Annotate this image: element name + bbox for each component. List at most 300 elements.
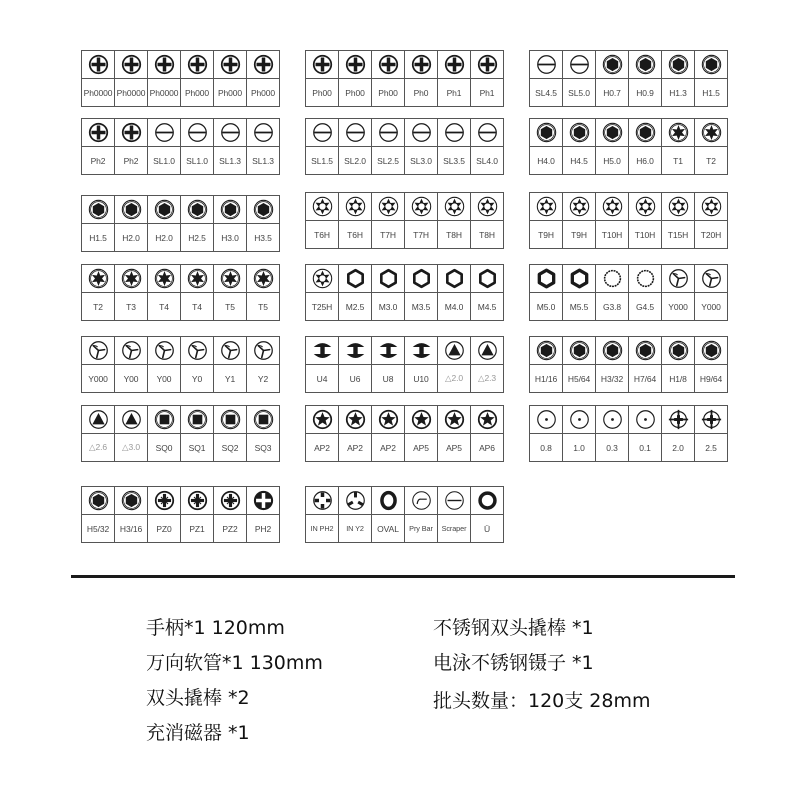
bit-label: T5 bbox=[225, 301, 235, 312]
u-shape-icon bbox=[372, 337, 404, 365]
bit-label: 0.3 bbox=[606, 442, 618, 453]
bit-cell bbox=[213, 487, 246, 542]
bit-label: Y000 bbox=[668, 301, 688, 312]
hex-icon bbox=[629, 51, 661, 79]
bit-label: SL4.0 bbox=[476, 155, 498, 166]
hex-icon bbox=[530, 119, 562, 147]
tri-wing-icon bbox=[695, 265, 727, 293]
slotted-icon bbox=[247, 119, 279, 147]
torx-hole-icon bbox=[662, 193, 694, 221]
triangle-icon bbox=[82, 406, 114, 434]
tri-wing-icon bbox=[214, 337, 246, 365]
bit-label: PZ0 bbox=[156, 523, 172, 534]
torx-hole-icon bbox=[438, 193, 470, 221]
bit-label: H3/16 bbox=[119, 523, 143, 534]
bit-label: SL3.5 bbox=[443, 155, 465, 166]
bit-cell bbox=[338, 337, 371, 392]
slotted-icon bbox=[471, 119, 503, 147]
bit-cell bbox=[82, 119, 114, 174]
bit-label: H5/64 bbox=[567, 373, 591, 384]
bit-cell bbox=[470, 265, 503, 320]
bit-cell bbox=[371, 119, 404, 174]
hex-icon bbox=[563, 337, 595, 365]
bit-label: Ph000 bbox=[250, 87, 276, 98]
hex-icon bbox=[82, 196, 114, 224]
bit-cell bbox=[180, 337, 213, 392]
bit-label: G4.5 bbox=[635, 301, 655, 312]
bit-label: △3.0 bbox=[122, 442, 140, 452]
bit-label: SL4.5 bbox=[535, 87, 557, 98]
star-icon bbox=[405, 406, 437, 434]
dot-icon bbox=[530, 406, 562, 434]
bit-label: T8H bbox=[479, 229, 495, 240]
bit-cell bbox=[246, 337, 279, 392]
bit-label: Ph0000 bbox=[149, 87, 179, 98]
hex-icon bbox=[596, 119, 628, 147]
bit-cell bbox=[437, 265, 470, 320]
triangle-icon bbox=[438, 337, 470, 365]
bit-cell bbox=[82, 196, 114, 251]
pozidriv-icon bbox=[181, 487, 213, 515]
in-y-icon bbox=[339, 487, 371, 515]
bit-cell bbox=[147, 337, 180, 392]
specs-right-column bbox=[433, 611, 651, 719]
phillips-icon bbox=[372, 51, 404, 79]
bit-label: PH2 bbox=[254, 523, 272, 534]
star-icon bbox=[471, 406, 503, 434]
bit-group bbox=[305, 264, 504, 321]
hex-icon bbox=[695, 51, 727, 79]
bit-cell bbox=[562, 337, 595, 392]
star-icon bbox=[306, 406, 338, 434]
bit-label: T4 bbox=[192, 301, 202, 312]
bit-label: Ph2 bbox=[123, 155, 139, 166]
section-divider bbox=[71, 575, 735, 578]
bit-cell bbox=[404, 193, 437, 248]
hex-icon bbox=[214, 196, 246, 224]
triangle-icon bbox=[471, 337, 503, 365]
bit-cell bbox=[338, 487, 371, 542]
hex-socket-icon bbox=[438, 265, 470, 293]
slotted-icon bbox=[530, 51, 562, 79]
bit-label: Y000 bbox=[701, 301, 721, 312]
bit-cell bbox=[595, 193, 628, 248]
bit-cell bbox=[114, 406, 147, 461]
torx-hole-icon bbox=[306, 265, 338, 293]
torx-hole-icon bbox=[372, 193, 404, 221]
hex-socket-icon bbox=[339, 265, 371, 293]
bit-label: Y000 bbox=[88, 373, 108, 384]
phillips-icon bbox=[115, 51, 147, 79]
bit-label: AP5 bbox=[413, 442, 429, 453]
bit-cell bbox=[470, 119, 503, 174]
in-ph-icon bbox=[306, 487, 338, 515]
bit-cell bbox=[404, 265, 437, 320]
bit-label: T8H bbox=[446, 229, 462, 240]
bit-cell bbox=[661, 193, 694, 248]
square-icon bbox=[148, 406, 180, 434]
bit-cell bbox=[694, 265, 727, 320]
u-shape-icon bbox=[405, 337, 437, 365]
bit-label: M4.0 bbox=[444, 301, 464, 312]
bit-label: Ph00 bbox=[378, 87, 398, 98]
bit-cell bbox=[306, 337, 338, 392]
bit-group bbox=[305, 118, 504, 175]
bit-cell bbox=[470, 337, 503, 392]
slotted-icon bbox=[214, 119, 246, 147]
bit-cell bbox=[82, 51, 114, 106]
bit-cell bbox=[147, 487, 180, 542]
bit-label: M5.5 bbox=[569, 301, 589, 312]
torx-hole-icon bbox=[629, 193, 661, 221]
tri-wing-icon bbox=[662, 265, 694, 293]
bit-label: H0.7 bbox=[603, 87, 621, 98]
bit-label: H5.0 bbox=[603, 155, 621, 166]
bit-cell bbox=[562, 51, 595, 106]
triangle-icon bbox=[115, 406, 147, 434]
bit-group bbox=[529, 336, 728, 393]
bit-label: T7H bbox=[380, 229, 396, 240]
bit-cell bbox=[595, 337, 628, 392]
bit-label: U8 bbox=[382, 373, 394, 384]
bit-cell bbox=[562, 193, 595, 248]
bit-label: Y00 bbox=[156, 373, 172, 384]
bit-cell bbox=[628, 337, 661, 392]
bit-cell bbox=[82, 406, 114, 461]
hex-icon bbox=[596, 337, 628, 365]
bit-cell bbox=[530, 265, 562, 320]
bit-cell bbox=[338, 193, 371, 248]
u-shape-icon bbox=[306, 337, 338, 365]
bit-group bbox=[81, 336, 280, 393]
bit-label: OVAL bbox=[377, 523, 399, 534]
dot-icon bbox=[596, 406, 628, 434]
torx-hole-icon bbox=[695, 193, 727, 221]
oval-icon bbox=[372, 487, 404, 515]
bit-cell bbox=[694, 193, 727, 248]
bit-cell bbox=[371, 265, 404, 320]
bit-cell bbox=[470, 51, 503, 106]
bit-label: T10H bbox=[634, 229, 656, 240]
bit-label: IN Y2 bbox=[346, 524, 364, 533]
pry-bar-icon bbox=[405, 487, 437, 515]
bit-cell bbox=[114, 51, 147, 106]
bit-cell bbox=[437, 337, 470, 392]
hex-socket-icon bbox=[372, 265, 404, 293]
bit-label: U6 bbox=[349, 373, 361, 384]
bit-cell bbox=[306, 119, 338, 174]
torx-hole-icon bbox=[405, 193, 437, 221]
bit-cell bbox=[530, 406, 562, 461]
bit-cell bbox=[114, 196, 147, 251]
star-icon bbox=[438, 406, 470, 434]
bit-group bbox=[81, 264, 280, 321]
bit-label: △2.0 bbox=[445, 373, 463, 383]
bit-cell bbox=[246, 406, 279, 461]
bit-cell bbox=[562, 119, 595, 174]
hex-socket-bold-icon bbox=[530, 265, 562, 293]
bit-group bbox=[305, 336, 504, 393]
bit-cell bbox=[661, 51, 694, 106]
torx-icon bbox=[148, 265, 180, 293]
bit-label: T2 bbox=[706, 155, 716, 166]
torx-icon bbox=[115, 265, 147, 293]
phillips-icon bbox=[181, 51, 213, 79]
bit-label: Y1 bbox=[224, 373, 236, 384]
bit-label: H3/32 bbox=[600, 373, 624, 384]
hex-icon bbox=[530, 337, 562, 365]
torx-hole-icon bbox=[339, 193, 371, 221]
ph-solid-icon bbox=[247, 487, 279, 515]
bit-cell bbox=[147, 406, 180, 461]
bit-label: H7/64 bbox=[633, 373, 657, 384]
phillips-icon bbox=[306, 51, 338, 79]
hex-icon bbox=[629, 119, 661, 147]
torx-icon bbox=[214, 265, 246, 293]
slotted-icon bbox=[563, 51, 595, 79]
bit-cell bbox=[404, 487, 437, 542]
bit-cell bbox=[180, 51, 213, 106]
bit-group bbox=[529, 192, 728, 249]
bit-label: Ph1 bbox=[446, 87, 462, 98]
bit-cell bbox=[437, 119, 470, 174]
slotted-icon bbox=[372, 119, 404, 147]
hex-icon bbox=[662, 51, 694, 79]
bit-label: Ph0000 bbox=[83, 87, 113, 98]
bit-cell bbox=[180, 265, 213, 320]
square-icon bbox=[247, 406, 279, 434]
bit-group bbox=[81, 50, 280, 107]
bit-label: H1.5 bbox=[89, 232, 107, 243]
tri-wing-icon bbox=[247, 337, 279, 365]
bit-cell bbox=[404, 337, 437, 392]
dot-icon bbox=[563, 406, 595, 434]
spec-steel-pry-bar: 不锈钢双头撬棒 *1 bbox=[433, 617, 594, 639]
slotted-icon bbox=[405, 119, 437, 147]
slotted-icon bbox=[181, 119, 213, 147]
torx-hole-icon bbox=[530, 193, 562, 221]
spec-double-pry-bar: 双头撬棒 *2 bbox=[146, 687, 250, 709]
bit-cell bbox=[661, 337, 694, 392]
bit-label: SQ3 bbox=[254, 442, 272, 453]
bit-cell bbox=[306, 487, 338, 542]
torx-hole-icon bbox=[306, 193, 338, 221]
bit-group bbox=[81, 486, 280, 543]
bit-group bbox=[529, 264, 728, 321]
bit-label: T9H bbox=[538, 229, 554, 240]
bit-cell bbox=[595, 51, 628, 106]
bit-cell bbox=[404, 51, 437, 106]
bit-label: Ph00 bbox=[345, 87, 365, 98]
bit-cell bbox=[180, 406, 213, 461]
hex-socket-bold-icon bbox=[563, 265, 595, 293]
bit-cell bbox=[246, 265, 279, 320]
bit-label: H3.5 bbox=[254, 232, 272, 243]
bit-label: T3 bbox=[126, 301, 136, 312]
phillips-icon bbox=[339, 51, 371, 79]
torx-hole-icon bbox=[563, 193, 595, 221]
bit-label: Y2 bbox=[257, 373, 269, 384]
bit-cell bbox=[82, 487, 114, 542]
bit-cell bbox=[628, 406, 661, 461]
bit-label: Ph0 bbox=[413, 87, 429, 98]
spec-handle: 手柄*1 120mm bbox=[146, 617, 285, 639]
bit-label: △2.3 bbox=[478, 373, 496, 383]
bit-label: H2.0 bbox=[122, 232, 140, 243]
bit-cell bbox=[306, 193, 338, 248]
bit-group bbox=[529, 50, 728, 107]
hex-icon bbox=[596, 51, 628, 79]
bit-label: Ph0000 bbox=[116, 87, 146, 98]
bit-label: AP5 bbox=[446, 442, 462, 453]
torx-hole-icon bbox=[596, 193, 628, 221]
bit-label: H1.3 bbox=[669, 87, 687, 98]
tri-wing-icon bbox=[82, 337, 114, 365]
tri-wing-icon bbox=[148, 337, 180, 365]
bit-cell bbox=[437, 406, 470, 461]
bit-cell bbox=[246, 196, 279, 251]
bit-label: Ph1 bbox=[479, 87, 495, 98]
bit-label: Ü bbox=[483, 523, 491, 534]
bit-label: T4 bbox=[159, 301, 169, 312]
phillips-icon bbox=[148, 51, 180, 79]
square-icon bbox=[214, 406, 246, 434]
bit-cell bbox=[306, 406, 338, 461]
bit-label: H4.0 bbox=[537, 155, 555, 166]
bit-label: Y00 bbox=[123, 373, 139, 384]
slotted-icon bbox=[148, 119, 180, 147]
bit-cell bbox=[306, 265, 338, 320]
bit-label: SL1.3 bbox=[219, 155, 241, 166]
bit-cell bbox=[530, 51, 562, 106]
bit-label: SL5.0 bbox=[568, 87, 590, 98]
bit-label: SL1.0 bbox=[153, 155, 175, 166]
bit-label: AP6 bbox=[479, 442, 495, 453]
bit-cell bbox=[404, 119, 437, 174]
bit-cell bbox=[628, 51, 661, 106]
bit-group bbox=[81, 195, 280, 252]
phillips-icon bbox=[82, 119, 114, 147]
bit-label: H2.0 bbox=[155, 232, 173, 243]
bit-cell bbox=[306, 51, 338, 106]
bit-label: T6H bbox=[347, 229, 363, 240]
bit-cell bbox=[338, 51, 371, 106]
bit-cell bbox=[628, 119, 661, 174]
bit-cell bbox=[437, 193, 470, 248]
bit-label: H2.5 bbox=[188, 232, 206, 243]
hex-icon bbox=[662, 337, 694, 365]
bit-label: △2.6 bbox=[89, 442, 107, 452]
bit-cell bbox=[114, 487, 147, 542]
phillips-icon bbox=[438, 51, 470, 79]
bit-cell bbox=[246, 51, 279, 106]
magnet-ring-icon bbox=[471, 487, 503, 515]
bit-cell bbox=[246, 119, 279, 174]
bit-cell bbox=[628, 265, 661, 320]
bit-label: Scraper bbox=[441, 524, 467, 533]
hex-icon bbox=[148, 196, 180, 224]
spec-bit-count: 批头数量：120支 28mm bbox=[433, 690, 651, 712]
hex-icon bbox=[181, 196, 213, 224]
torx-icon bbox=[181, 265, 213, 293]
bit-cell bbox=[180, 119, 213, 174]
bit-cell bbox=[595, 265, 628, 320]
bit-cell bbox=[371, 193, 404, 248]
pozidriv-icon bbox=[148, 487, 180, 515]
torx-icon bbox=[247, 265, 279, 293]
bit-cell bbox=[404, 406, 437, 461]
star-icon bbox=[339, 406, 371, 434]
bit-label: M3.0 bbox=[378, 301, 398, 312]
bit-label: PZ1 bbox=[189, 523, 205, 534]
bit-label: 0.1 bbox=[639, 442, 651, 453]
bit-label: PZ2 bbox=[222, 523, 238, 534]
star-icon bbox=[372, 406, 404, 434]
bit-cell bbox=[530, 193, 562, 248]
bit-cell bbox=[694, 406, 727, 461]
bit-label: SL1.3 bbox=[252, 155, 274, 166]
bit-group bbox=[81, 118, 280, 175]
bit-label: Ph000 bbox=[217, 87, 243, 98]
bit-label: T20H bbox=[700, 229, 722, 240]
tri-wing-icon bbox=[115, 337, 147, 365]
bit-label: T15H bbox=[667, 229, 689, 240]
bit-label: T5 bbox=[258, 301, 268, 312]
hex-icon bbox=[115, 487, 147, 515]
bit-label: T6H bbox=[314, 229, 330, 240]
slotted-icon bbox=[339, 119, 371, 147]
bit-cell bbox=[628, 193, 661, 248]
bit-cell bbox=[470, 406, 503, 461]
hex-icon bbox=[247, 196, 279, 224]
bit-label: H0.9 bbox=[636, 87, 654, 98]
bit-cell bbox=[213, 337, 246, 392]
bit-label: T10H bbox=[601, 229, 623, 240]
bit-label: T9H bbox=[571, 229, 587, 240]
bit-label: H3.0 bbox=[221, 232, 239, 243]
torx-icon bbox=[82, 265, 114, 293]
bit-cell bbox=[371, 406, 404, 461]
hex-icon bbox=[563, 119, 595, 147]
bit-cell bbox=[147, 196, 180, 251]
bit-cell bbox=[114, 119, 147, 174]
tri-wing-icon bbox=[181, 337, 213, 365]
bit-label: SL1.5 bbox=[311, 155, 333, 166]
bit-label: AP2 bbox=[380, 442, 396, 453]
spec-tweezers: 电泳不锈钢镊子 *1 bbox=[433, 652, 594, 674]
bit-label: SL2.0 bbox=[344, 155, 366, 166]
bit-label: H1/16 bbox=[534, 373, 558, 384]
bit-cell bbox=[213, 265, 246, 320]
bit-label: Pry Bar bbox=[409, 524, 433, 533]
bit-cell bbox=[180, 487, 213, 542]
hex-socket-icon bbox=[471, 265, 503, 293]
bit-cell bbox=[661, 406, 694, 461]
bit-cell bbox=[530, 337, 562, 392]
bit-cell bbox=[213, 51, 246, 106]
bit-cell bbox=[147, 51, 180, 106]
bit-label: G3.8 bbox=[602, 301, 622, 312]
bit-cell bbox=[246, 487, 279, 542]
bit-cell bbox=[147, 265, 180, 320]
phillips-icon bbox=[82, 51, 114, 79]
slotted-icon bbox=[438, 119, 470, 147]
hex-icon bbox=[695, 337, 727, 365]
specs-left-column bbox=[146, 611, 323, 751]
bit-label: 0.8 bbox=[540, 442, 552, 453]
bit-group bbox=[81, 405, 280, 462]
bit-label: Ph000 bbox=[184, 87, 210, 98]
